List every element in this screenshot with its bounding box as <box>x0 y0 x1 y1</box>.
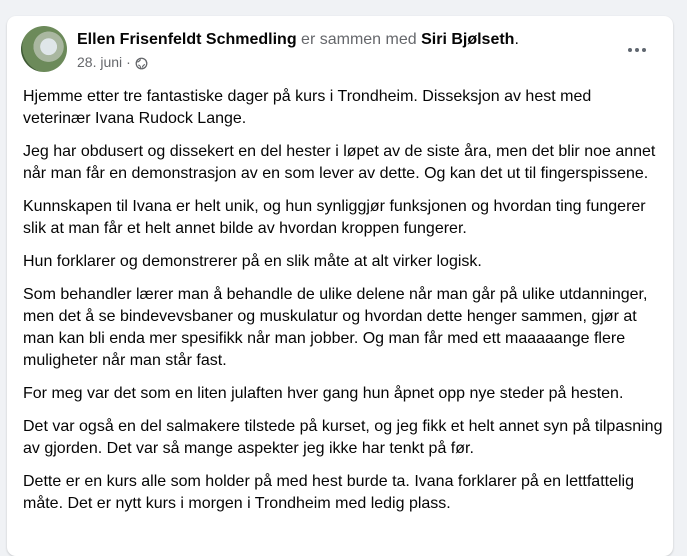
more-options-dot <box>635 48 639 52</box>
with-text: er sammen med <box>301 31 417 48</box>
more-options-button[interactable] <box>619 36 655 64</box>
date-separator: · <box>126 54 131 70</box>
post-paragraph: Dette er en kurs alle som holder på med hest burde ta. Ivana forklarer på en lettfattelig måte. Det er nytt kurs i morgen i Trondheim med ledig plass. <box>23 473 634 512</box>
post-card <box>7 16 673 556</box>
date-line <box>77 53 519 71</box>
post-meta <box>77 30 519 71</box>
more-options-icon <box>628 48 632 52</box>
post-paragraph: For meg var det som en liten julaften hver gang hun åpnet opp nye steder på hesten. <box>23 385 624 402</box>
post-paragraph: Det var også en del salmakere tilstede på kurset, og jeg fikk et helt annet syn på tilpasning av gjorden. Det var så mange aspekter jeg ikke har tenkt på før. <box>23 418 663 457</box>
post-date-link[interactable]: 28. juni <box>77 54 123 70</box>
post-paragraph: Jeg har obdusert og dissekert en del hester i løpet av de siste åra, men det blir noe annet når man får en demonstrasjon av en som lever av dette. Og kan det ut til fingerspissene. <box>23 143 656 182</box>
author-line <box>77 30 519 50</box>
tagged-person-link[interactable]: Siri Bjølseth <box>421 31 515 48</box>
post-body <box>23 86 663 526</box>
post-paragraph: Hun forklarer og demonstrerer på en slik måte at alt virker logisk. <box>23 253 482 270</box>
more-options-dot <box>642 48 646 52</box>
post-paragraph: Kunnskapen til Ivana er helt unik, og hun synliggjør funksjonen og hvordan ting fungerer slik at man får et helt annet bilde av hvordan kroppen fungerer. <box>23 198 646 237</box>
post-header <box>21 26 659 76</box>
post-paragraph: Hjemme etter tre fantastiske dager på kurs i Trondheim. Disseksjon av hest med veterinær Ivana Rudock Lange. <box>23 88 592 127</box>
author-name-link[interactable]: Ellen Frisenfeldt Schmedling <box>77 31 297 48</box>
post-paragraph: Som behandler lærer man å behandle de ulike delene når man går på ulike utdanninger, men det å se bindevevsbaner og muskulatur og hvordan dette henger sammen, gjør at man kan bli enda mer spesifikk når man jobber. Og man får med ett maaaaange flere muligheter når man står fast. <box>23 286 648 369</box>
trailing-period: . <box>514 31 519 48</box>
globe-icon[interactable] <box>135 56 148 69</box>
author-avatar[interactable] <box>21 26 67 72</box>
